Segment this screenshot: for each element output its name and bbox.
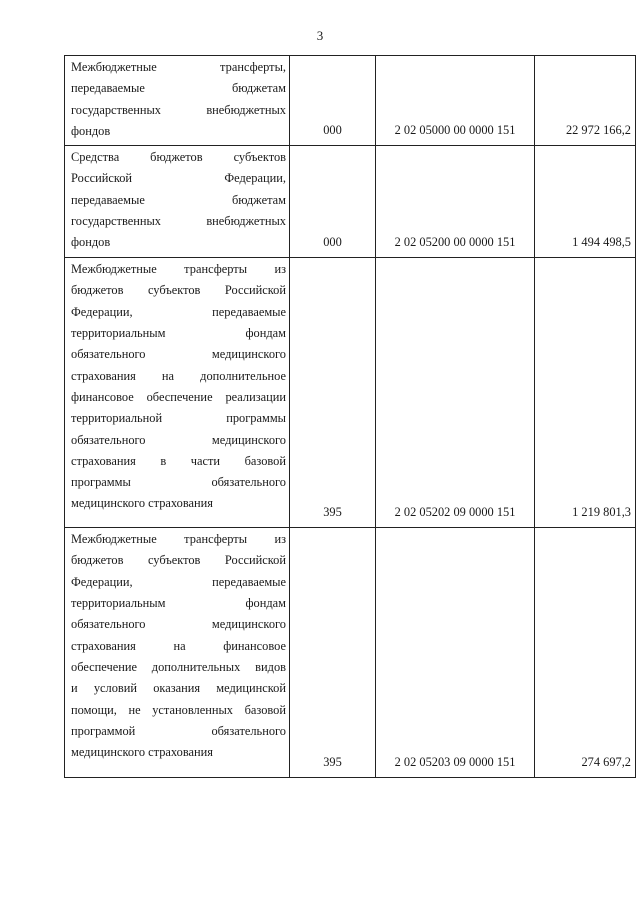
description-line: программой обязательного [71, 723, 286, 738]
description-line: территориальной программы [71, 411, 286, 426]
admin-code-cell: 000 [290, 56, 376, 146]
description-line: обязательного медицинского [71, 432, 286, 447]
description-line: медицинского страхования [71, 496, 213, 511]
description-line: и условий оказания медицинской [71, 681, 286, 696]
table-row [65, 146, 636, 258]
kbk-cell: 2 02 05000 00 0000 151 [376, 56, 535, 146]
description-line: передаваемые бюджетам [71, 192, 286, 207]
description-line: обязательного медицинского [71, 347, 286, 362]
description-line: передаваемые бюджетам [71, 81, 286, 96]
admin-code-cell: 395 [290, 258, 376, 528]
description-line: бюджетов субъектов Российской [71, 553, 286, 568]
description-line: территориальным фондам [71, 326, 286, 341]
description-line: страхования на дополнительное [71, 368, 286, 383]
description-line: страхования на финансовое [71, 638, 286, 653]
description-line: Межбюджетные трансферты, [71, 60, 286, 74]
kbk-cell: 2 02 05200 00 0000 151 [376, 146, 535, 258]
description-line: государственных внебюджетных [71, 214, 286, 229]
kbk-cell: 2 02 05203 09 0000 151 [376, 528, 535, 778]
description-line: государственных внебюджетных [71, 102, 286, 117]
description-line: Федерации, передаваемые [71, 574, 286, 589]
description-text [71, 147, 286, 253]
description-line: помощи, не установленных базовой [71, 702, 286, 717]
table-row [65, 56, 636, 146]
description-line: территориальным фондам [71, 596, 286, 611]
amount-cell: 22 972 166,2 [535, 56, 636, 146]
description-line: Федерации, передаваемые [71, 304, 286, 319]
description-text [71, 57, 286, 142]
page-number: 3 [316, 28, 324, 43]
description-line: бюджетов субъектов Российской [71, 283, 286, 298]
description-line: обеспечение дополнительных видов [71, 659, 286, 674]
budget-table [64, 55, 636, 778]
description-line: медицинского страхования [71, 745, 213, 760]
description-line: обязательного медицинского [71, 617, 286, 632]
admin-code-cell: 000 [290, 146, 376, 258]
description-line: страхования в части базовой [71, 453, 286, 468]
amount-cell: 1 494 498,5 [535, 146, 636, 258]
row-description [65, 146, 290, 258]
description-line: финансовое обеспечение реализации [71, 389, 286, 404]
row-description [65, 56, 290, 146]
admin-code-cell: 395 [290, 528, 376, 778]
description-text [71, 529, 286, 763]
description-line: программы обязательного [71, 475, 286, 490]
description-line: фондов [71, 123, 111, 138]
description-line: фондов [71, 235, 111, 250]
amount-cell: 1 219 801,3 [535, 258, 636, 528]
table-row [65, 528, 636, 778]
kbk-cell: 2 02 05202 09 0000 151 [376, 258, 535, 528]
row-description [65, 528, 290, 778]
table-row [65, 258, 636, 528]
description-line: Межбюджетные трансферты из [71, 532, 286, 547]
description-line: Средства бюджетов субъектов [71, 150, 286, 165]
description-text [71, 259, 286, 515]
description-line: Межбюджетные трансферты из [71, 262, 286, 277]
description-line: Российской Федерации, [71, 171, 286, 186]
amount-cell: 274 697,2 [535, 528, 636, 778]
row-description [65, 258, 290, 528]
